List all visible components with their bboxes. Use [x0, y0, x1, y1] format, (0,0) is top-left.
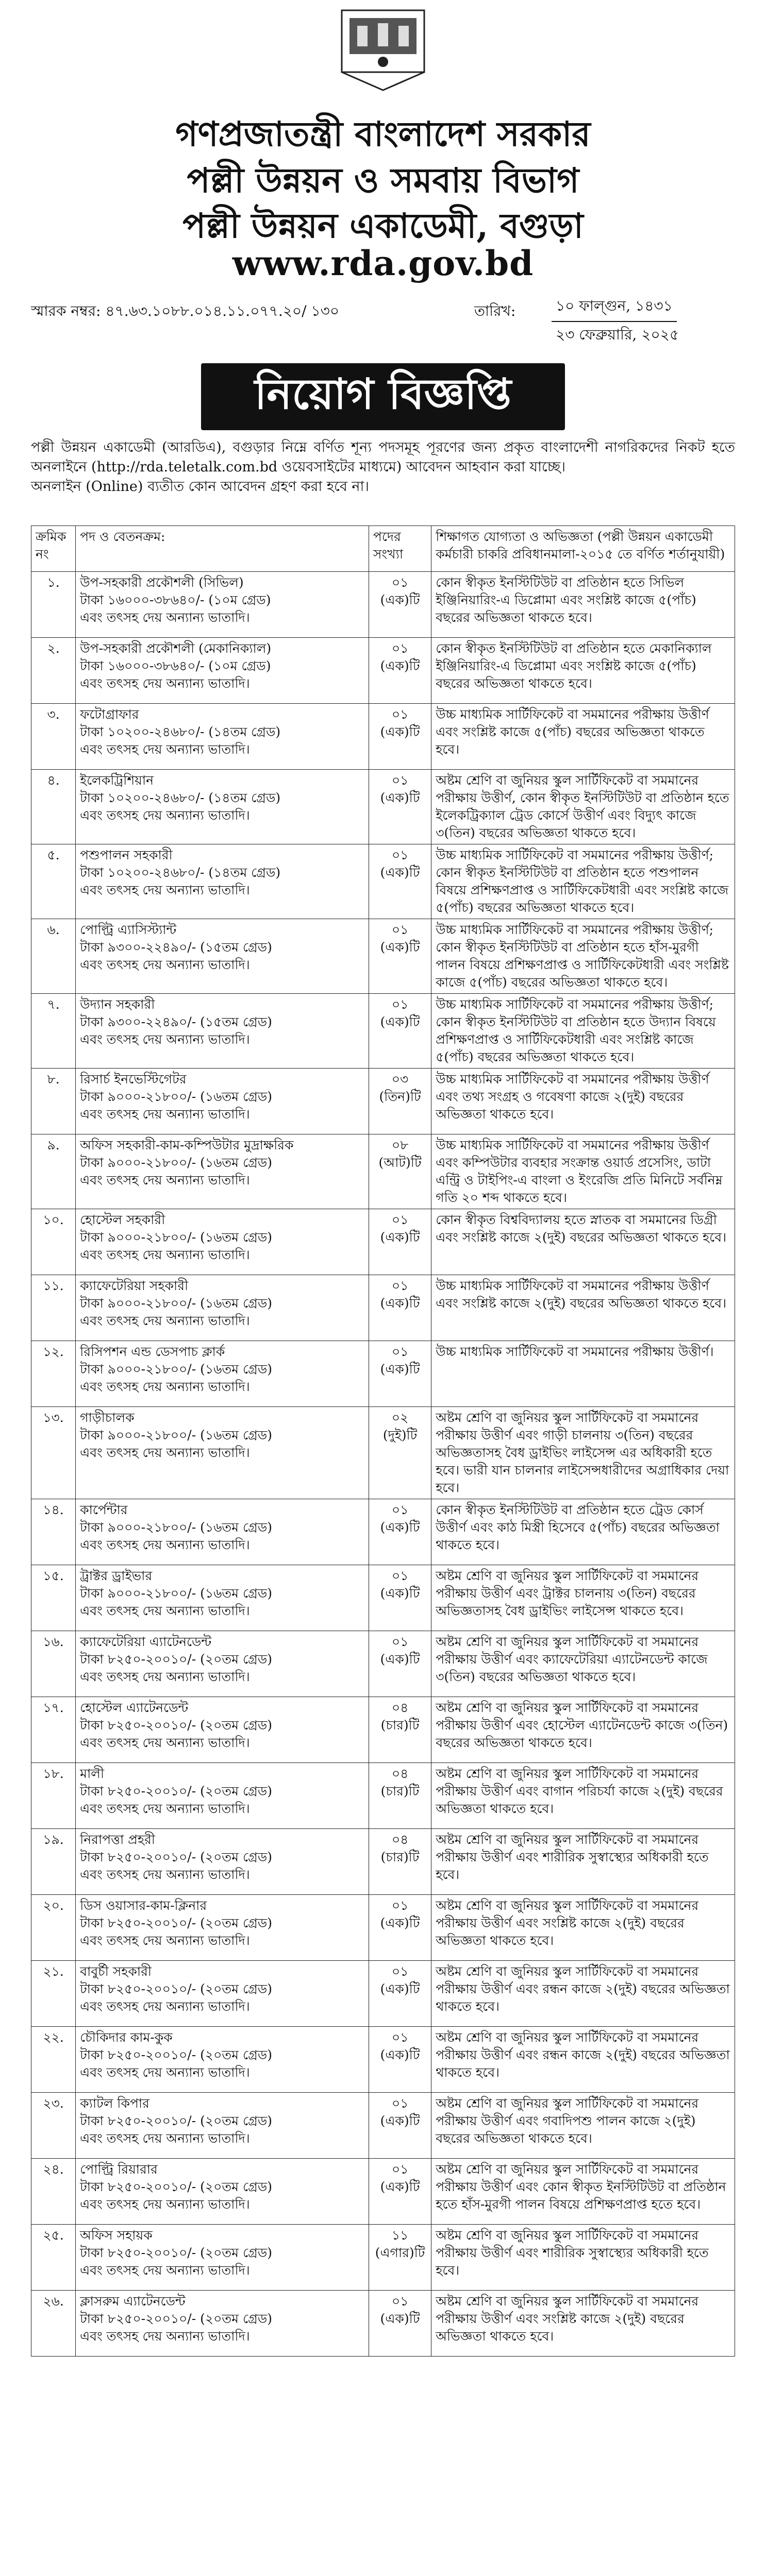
header-post: পদ ও বেতনক্রম:	[76, 526, 369, 572]
post-name: মালী	[80, 1766, 105, 1781]
allowance-note: এবং তৎসহ দেয় অন্যান্য ভাতাদি।	[80, 1735, 250, 1750]
pay-scale: টাকা ৮২৫০-২০০১০/- (২০তম গ্রেড)	[80, 2047, 273, 2062]
row-serial: ২৫.	[31, 2225, 76, 2291]
row-qualification: উচ্চ মাধ্যমিক সার্টিফিকেট বা সমমানের পরীক্ষায় উত্তীর্ণ এবং সংশ্লিষ্ট কাজে ২(দুই) বছরের অভিজ্ঞতা থাকতে হবে।	[431, 1275, 735, 1341]
row-serial: ২৬.	[31, 2291, 76, 2357]
row-post	[76, 2093, 369, 2159]
row-serial: ১৪.	[31, 1499, 76, 1565]
table-row	[31, 1407, 735, 1499]
pay-scale: টাকা ১৬০০০-৩৮৬৪০/- (১০ম গ্রেড)	[80, 592, 271, 607]
row-serial: ২.	[31, 638, 76, 704]
allowance-note: এবং তৎসহ দেয় অন্যান্য ভাতাদি।	[80, 610, 250, 625]
row-qualification: অষ্টম শ্রেণি বা জুনিয়র স্কুল সার্টিফিকেট বা সমমানের পরীক্ষায় উত্তীর্ণ, কোন স্বীকৃত ইনস্টিটিউট বা প্রতিষ্ঠান হতে ইলেকট্রিক্যাল ট্রেড কোর্সে উত্তীর্ণ এবং বিদ্যুৎ কাজে ৩(তিন) বছরের অভিজ্ঞতা থাকতে হবে।	[431, 770, 735, 844]
row-count: ০১ (এক)টি	[369, 638, 431, 704]
pay-scale: টাকা ৯০০০-২১৮০০/- (১৬তম গ্রেড)	[80, 1089, 272, 1104]
allowance-note: এবং তৎসহ দেয় অন্যান্য ভাতাদি।	[80, 883, 250, 897]
pay-scale: টাকা ৮২৫০-২০০১০/- (২০তম গ্রেড)	[80, 2113, 273, 2128]
post-name: বাবুর্চী সহকারী	[80, 1964, 152, 1979]
allowance-note: এবং তৎসহ দেয় অন্যান্য ভাতাদি।	[80, 2329, 250, 2344]
pay-scale: টাকা ৯০০০-২১৮০০/- (১৬তম গ্রেড)	[80, 1362, 272, 1377]
row-post	[76, 1829, 369, 1895]
row-qualification: অষ্টম শ্রেণি বা জুনিয়র স্কুল সার্টিফিকেট বা সমমানের পরীক্ষায় উত্তীর্ণ এবং গাড়ী চালনায় ৩(তিন) বছরের অভিজ্ঞতাসহ বৈধ ড্রাইভিং লাইসেন্স এর অধিকারী হতে হবে। ভারী যান চালনার লাইসেন্সধারীদের অগ্রাধিকার দেয়া হবে।	[431, 1407, 735, 1499]
row-serial: ১৭.	[31, 1697, 76, 1763]
row-count: ০১ (এক)টি	[369, 1341, 431, 1407]
header-qualification: শিক্ষাগত যোগ্যতা ও অভিজ্ঞতা (পল্লী উন্নয়ন একাডেমী কর্মচারী চাকরি প্রবিধানমালা-২০১৫ তে বর্ণিত শর্তানুযায়ী)	[431, 526, 735, 572]
row-serial: ৪.	[31, 770, 76, 844]
row-post	[76, 2159, 369, 2225]
row-serial: ৮.	[31, 1069, 76, 1134]
pay-scale: টাকা ১৬০০০-৩৮৬৪০/- (১০ম গ্রেড)	[80, 658, 271, 673]
row-post	[76, 1697, 369, 1763]
pay-scale: টাকা ৮২৫০-২০০১০/- (২০তম গ্রেড)	[80, 1652, 273, 1667]
row-serial: ২০.	[31, 1895, 76, 1961]
row-qualification: কোন স্বীকৃত ইনস্টিটিউট বা প্রতিষ্ঠান হতে সিভিল ইঞ্জিনিয়ারিং-এ ডিপ্লোমা এবং সংশ্লিষ্ট কাজে ৫(পাঁচ) বছরের অভিজ্ঞতা থাকতে হবে।	[431, 572, 735, 638]
post-name: নিরাপত্তা প্রহরী	[80, 1832, 155, 1847]
pay-scale: টাকা ৯০০০-২১৮০০/- (১৬তম গ্রেড)	[80, 1586, 272, 1601]
row-count: ০১ (এক)টি	[369, 770, 431, 844]
table-row	[31, 2225, 735, 2291]
row-post	[76, 1209, 369, 1275]
row-post	[76, 1961, 369, 2027]
row-serial: ২১.	[31, 1961, 76, 2027]
allowance-note: এবং তৎসহ দেয় অন্যান্য ভাতাদি।	[80, 1537, 250, 1552]
row-serial: ১৮.	[31, 1763, 76, 1829]
pay-scale: টাকা ৯০০০-২১৮০০/- (১৬তম গ্রেড)	[80, 1520, 272, 1535]
row-qualification: উচ্চ মাধ্যমিক সার্টিফিকেট বা সমমানের পরীক্ষায় উত্তীর্ণ; কোন স্বীকৃত ইনস্টিটিউট বা প্রতিষ্ঠান হতে হাঁস-মুরগী পালন বিষয়ে প্রশিক্ষণপ্রাপ্ত ও সার্টিফিকেটধারী এবং সংশ্লিষ্ট কাজে ৫(পাঁচ) বছরের অভিজ্ঞতা থাকতে হবে।	[431, 919, 735, 994]
row-qualification: অষ্টম শ্রেণি বা জুনিয়র স্কুল সার্টিফিকেট বা সমমানের পরীক্ষায় উত্তীর্ণ এবং হোস্টেল এ্যাটেনডেন্ট কাজে ৩(তিন) বছরের অভিজ্ঞতা থাকতে হবে।	[431, 1697, 735, 1763]
row-count: ০১ (এক)টি	[369, 1209, 431, 1275]
row-count: ০১ (এক)টি	[369, 919, 431, 994]
table-row	[31, 2093, 735, 2159]
row-post	[76, 994, 369, 1069]
table-row	[31, 770, 735, 844]
pay-scale: টাকা ৯০০০-২১৮০০/- (১৬তম গ্রেড)	[80, 1428, 272, 1443]
row-serial: ১৬.	[31, 1631, 76, 1697]
row-count: ০১ (এক)টি	[369, 2291, 431, 2357]
row-serial: ৭.	[31, 994, 76, 1069]
table-row	[31, 1275, 735, 1341]
row-post	[76, 2225, 369, 2291]
row-post	[76, 1631, 369, 1697]
header-count: পদের সংখ্যা	[369, 526, 431, 572]
table-row	[31, 1697, 735, 1763]
row-serial: ২৪.	[31, 2159, 76, 2225]
allowance-note: এবং তৎসহ দেয় অন্যান্য ভাতাদি।	[80, 2263, 250, 2278]
row-count: ০৮ (আট)টি	[369, 1134, 431, 1209]
row-post	[76, 1407, 369, 1499]
post-name: ক্লাসরুম এ্যাটেনডেন্ট	[80, 2294, 186, 2309]
pay-scale: টাকা ১০২০০-২৪৬৮০/- (১৪তম গ্রেড)	[80, 724, 281, 739]
pay-scale: টাকা ৮২৫০-২০০১০/- (২০তম গ্রেড)	[80, 2245, 273, 2260]
row-qualification: উচ্চ মাধ্যমিক সার্টিফিকেট বা সমমানের পরীক্ষায় উত্তীর্ণ।	[431, 1341, 735, 1407]
allowance-note: এবং তৎসহ দেয় অন্যান্য ভাতাদি।	[80, 957, 250, 972]
row-serial: ৫.	[31, 844, 76, 919]
row-count: ০১ (এক)টি	[369, 1565, 431, 1631]
table-row	[31, 1631, 735, 1697]
post-name: ক্যাফেটেরিয়া এ্যাটেনডেন্ট	[80, 1634, 212, 1649]
pay-scale: টাকা ৮২৫০-২০০১০/- (২০তম গ্রেড)	[80, 1850, 273, 1865]
table-row	[31, 2159, 735, 2225]
notice-banner: নিয়োগ বিজ্ঞপ্তি	[201, 363, 565, 430]
vacancy-rows	[31, 572, 735, 2357]
pay-scale: টাকা ১০২০০-২৪৬৮০/- (১৪তম গ্রেড)	[80, 790, 281, 805]
table-row	[31, 2027, 735, 2093]
post-name: ক্যাফেটেরিয়া সহকারী	[80, 1278, 189, 1293]
post-name: পোল্ট্রি রিয়ারার	[80, 2162, 158, 2177]
post-name: রিসার্চ ইনভেস্টিগেটর	[80, 1072, 187, 1087]
row-post	[76, 1895, 369, 1961]
row-count: ০১ (এক)টি	[369, 1275, 431, 1341]
website-url[interactable]: www.rda.gov.bd	[232, 243, 534, 283]
row-count: ১১ (এগার)টি	[369, 2225, 431, 2291]
row-serial: ২২.	[31, 2027, 76, 2093]
row-count: ০১ (এক)টি	[369, 2159, 431, 2225]
row-serial: ১৩.	[31, 1407, 76, 1499]
table-row	[31, 1134, 735, 1209]
row-qualification: উচ্চ মাধ্যমিক সার্টিফিকেট বা সমমানের পরীক্ষায় উত্তীর্ণ এবং সংশ্লিষ্ট কাজে ৫(পাঁচ) বছরের অভিজ্ঞতা থাকতে হবে।	[431, 704, 735, 770]
row-count: ০১ (এক)টি	[369, 572, 431, 638]
ministry-title: পল্লী উন্নয়ন ও সমবায় বিভাগ	[187, 160, 579, 200]
row-count: ০১ (এক)টি	[369, 1961, 431, 2027]
table-row	[31, 1499, 735, 1565]
row-count: ০১ (এক)টি	[369, 994, 431, 1069]
table-row	[31, 572, 735, 638]
header-serial: ক্রমিক নং	[31, 526, 76, 572]
pay-scale: টাকা ৮২৫০-২০০১০/- (২০তম গ্রেড)	[80, 1981, 273, 1996]
row-post	[76, 770, 369, 844]
post-name: উদ্যান সহকারী	[80, 997, 155, 1012]
row-count: ০২ (দুই)টি	[369, 1407, 431, 1499]
pay-scale: টাকা ৮২৫০-২০০১০/- (২০তম গ্রেড)	[80, 2311, 273, 2326]
post-name: ডিস ওয়াসার-কাম-ক্লিনার	[80, 1898, 207, 1913]
table-header-row	[31, 526, 735, 572]
memo-row	[31, 289, 735, 361]
academy-logo-icon	[331, 5, 435, 98]
row-qualification: অষ্টম শ্রেণি বা জুনিয়র স্কুল সার্টিফিকেট বা সমমানের পরীক্ষায় উত্তীর্ণ এবং সংশ্লিষ্ট কাজে ২(দুই) বছরের অভিজ্ঞতা থাকতে হবে।	[431, 1895, 735, 1961]
pay-scale: টাকা ৯০০০-২১৮০০/- (১৬তম গ্রেড)	[80, 1230, 272, 1245]
row-post	[76, 844, 369, 919]
row-post	[76, 704, 369, 770]
row-qualification: উচ্চ মাধ্যমিক সার্টিফিকেট বা সমমানের পরীক্ষায় উত্তীর্ণ এবং তথ্য সংগ্রহ ও গবেষণা কাজে ২(দুই) বছরের অভিজ্ঞতা থাকতে হবে।	[431, 1069, 735, 1134]
table-row	[31, 1763, 735, 1829]
allowance-note: এবং তৎসহ দেয় অন্যান্য ভাতাদি।	[80, 2065, 250, 2080]
allowance-note: এবং তৎসহ দেয় অন্যান্য ভাতাদি।	[80, 1107, 250, 1122]
row-post	[76, 1763, 369, 1829]
table-row	[31, 1069, 735, 1134]
row-serial: ৬.	[31, 919, 76, 994]
table-row	[31, 919, 735, 994]
row-count: ০৪ (চার)টি	[369, 1697, 431, 1763]
date-bangla: ১০ ফাল্গুন, ১৪৩১	[552, 295, 677, 322]
row-count: ০১ (এক)টি	[369, 1631, 431, 1697]
post-name: উপ-সহকারী প্রকৌশলী (সিভিল)	[80, 575, 244, 590]
row-qualification: কোন স্বীকৃত ইনস্টিটিউট বা প্রতিষ্ঠান হতে ট্রেড কোর্স উত্তীর্ণ এবং কাঠ মিস্ত্রী হিসেবে ৫(পাঁচ) বছরের অভিজ্ঞতা থাকতে হবে।	[431, 1499, 735, 1565]
pay-scale: টাকা ৮২৫০-২০০১০/- (২০তম গ্রেড)	[80, 2179, 273, 2194]
row-serial: ৩.	[31, 704, 76, 770]
row-qualification: উচ্চ মাধ্যমিক সার্টিফিকেট বা সমমানের পরীক্ষায় উত্তীর্ণ এবং কম্পিউটার ব্যবহার সংক্রান্ত ওয়ার্ড প্রসেসিং, ডাটা এন্ট্রি ও টাইপিং-এ বাংলা ও ইংরেজি প্রতি মিনিটে সর্বনিম্ন গতি ২০ শব্দ থাকতে হবে।	[431, 1134, 735, 1209]
allowance-note: এবং তৎসহ দেয় অন্যান্য ভাতাদি।	[80, 1247, 250, 1262]
table-row	[31, 1209, 735, 1275]
row-post	[76, 1499, 369, 1565]
row-qualification: অষ্টম শ্রেণি বা জুনিয়র স্কুল সার্টিফিকেট বা সমমানের পরীক্ষায় উত্তীর্ণ এবং ট্রাক্টর চালনায় ৩(তিন) বছরের অভিজ্ঞতাসহ বৈধ ড্রাইভিং লাইসেন্স থাকতে হবে।	[431, 1565, 735, 1631]
memo-number: স্মারক নম্বর: ৪৭.৬৩.১০৮৮.০১৪.১১.০৭৭.২০/ ১৩০	[31, 302, 340, 319]
intro-text	[31, 438, 735, 497]
government-title: গণপ্রজাতন্ত্রী বাংলাদেশ সরকার	[175, 114, 591, 154]
allowance-note: এবং তৎসহ দেয় অন্যান্য ভাতাদি।	[80, 1801, 250, 1816]
allowance-note: এবং তৎসহ দেয় অন্যান্য ভাতাদি।	[80, 1313, 250, 1328]
allowance-note: এবং তৎসহ দেয় অন্যান্য ভাতাদি।	[80, 1933, 250, 1948]
pay-scale: টাকা ৯৩০০-২২৪৯০/- (১৫তম গ্রেড)	[80, 1014, 272, 1029]
row-serial: ১.	[31, 572, 76, 638]
post-name: অফিস সহায়ক	[80, 2228, 153, 2243]
allowance-note: এবং তৎসহ দেয় অন্যান্য ভাতাদি।	[80, 2197, 250, 2212]
post-name: অফিস সহকারী-কাম-কম্পিউটার মুদ্রাক্ষরিক	[80, 1138, 294, 1153]
intro-paragraph: পল্লী উন্নয়ন একাডেমী (আরডিএ), বগুড়ার নিম্নে বর্ণিত শূন্য পদসমূহ পূরণের জন্য প্রকৃত বাংলাদেশী নাগরিকদের নিকট হতে অনলাইনে (http://rda.teletalk.com.bd ওয়েবসাইটের মাধ্যমে) আবেদন আহবান করা যাচ্ছে।	[31, 439, 735, 475]
row-post	[76, 2027, 369, 2093]
row-count: ০১ (এক)টি	[369, 1895, 431, 1961]
row-serial: ১৯.	[31, 1829, 76, 1895]
intro-note: অনলাইন (Online) ব্যতীত কোন আবেদন গ্রহণ করা হবে না।	[31, 479, 370, 495]
row-serial: ১২.	[31, 1341, 76, 1407]
pay-scale: টাকা ৮২৫০-২০০১০/- (২০তম গ্রেড)	[80, 1784, 273, 1799]
table-row	[31, 638, 735, 704]
date-gregorian: ২৩ ফেব্রুয়ারি, ২০২৫	[556, 326, 679, 343]
row-count: ০১ (এক)টি	[369, 1499, 431, 1565]
row-post	[76, 1134, 369, 1209]
row-post	[76, 1069, 369, 1134]
row-qualification: কোন স্বীকৃত ইনস্টিটিউট বা প্রতিষ্ঠান হতে মেকানিক্যাল ইঞ্জিনিয়ারিং-এ ডিপ্লোমা এবং সংশ্লিষ্ট কাজে ৫(পাঁচ) বছরের অভিজ্ঞতা থাকতে হবে।	[431, 638, 735, 704]
allowance-note: এবং তৎসহ দেয় অন্যান্য ভাতাদি।	[80, 808, 250, 823]
post-name: উপ-সহকারী প্রকৌশলী (মেকানিক্যাল)	[80, 641, 272, 656]
table-row	[31, 2291, 735, 2357]
pay-scale: টাকা ৯৩০০-২২৪৯০/- (১৫তম গ্রেড)	[80, 940, 272, 955]
academy-title: পল্লী উন্নয়ন একাডেমী, বগুড়া	[182, 206, 584, 246]
table-row	[31, 1829, 735, 1895]
table-row	[31, 704, 735, 770]
row-post	[76, 1275, 369, 1341]
allowance-note: এবং তৎসহ দেয় অন্যান্য ভাতাদি।	[80, 1999, 250, 2014]
allowance-note: এবং তৎসহ দেয় অন্যান্য ভাতাদি।	[80, 1173, 250, 1188]
row-count: ০১ (এক)টি	[369, 844, 431, 919]
row-post	[76, 572, 369, 638]
row-serial: ১০.	[31, 1209, 76, 1275]
row-qualification: অষ্টম শ্রেণি বা জুনিয়র স্কুল সার্টিফিকেট বা সমমানের পরীক্ষায় উত্তীর্ণ এবং শারীরিক সুস্বাস্থ্যের অধিকারী হতে হবে।	[431, 1829, 735, 1895]
post-name: রিসিপশন এন্ড ডেসপাচ ক্লার্ক	[80, 1344, 225, 1359]
row-count: ০১ (এক)টি	[369, 704, 431, 770]
table-row	[31, 1961, 735, 2027]
pay-scale: টাকা ১০২০০-২৪৬৮০/- (১৪তম গ্রেড)	[80, 865, 281, 880]
row-qualification: অষ্টম শ্রেণি বা জুনিয়র স্কুল সার্টিফিকেট বা সমমানের পরীক্ষায় উত্তীর্ণ এবং সংশ্লিষ্ট কাজে ২(দুই) বছরের অভিজ্ঞতা থাকতে হবে।	[431, 2291, 735, 2357]
row-qualification: অষ্টম শ্রেণি বা জুনিয়র স্কুল সার্টিফিকেট বা সমমানের পরীক্ষায় উত্তীর্ণ এবং বাগান পরিচর্যা কাজে ২(দুই) বছরের অভিজ্ঞতা থাকতে হবে।	[431, 1763, 735, 1829]
pay-scale: টাকা ৯০০০-২১৮০০/- (১৬তম গ্রেড)	[80, 1155, 272, 1170]
row-post	[76, 638, 369, 704]
row-post	[76, 1341, 369, 1407]
post-name: পশুপালন সহকারী	[80, 848, 173, 862]
table-row	[31, 844, 735, 919]
row-serial: ১৫.	[31, 1565, 76, 1631]
row-qualification: উচ্চ মাধ্যমিক সার্টিফিকেট বা সমমানের পরীক্ষায় উত্তীর্ণ; কোন স্বীকৃত ইনস্টিটিউট বা প্রতিষ্ঠান হতে উদ্যান বিষয়ে প্রশিক্ষণপ্রাপ্ত ও সার্টিফিকেটধারী এবং সংশ্লিষ্ট কাজে ৫(পাঁচ) বছরের অভিজ্ঞতা থাকতে হবে।	[431, 994, 735, 1069]
row-count: ০১ (এক)টি	[369, 2027, 431, 2093]
allowance-note: এবং তৎসহ দেয় অন্যান্য ভাতাদি।	[80, 2131, 250, 2146]
row-qualification: কোন স্বীকৃত বিশ্ববিদ্যালয় হতে স্নাতক বা সমমানের ডিগ্রী এবং সংশ্লিষ্ট কাজে ২(দুই) বছরের অভিজ্ঞতা থাকতে হবে।	[431, 1209, 735, 1275]
date-label: তারিখ:	[474, 302, 516, 319]
post-name: ফটোগ্রাফার	[80, 707, 139, 722]
post-name: হোস্টেল সহকারী	[80, 1212, 165, 1227]
post-name: পোল্ট্রি এ্যাসিস্ট্যান্ট	[80, 922, 177, 937]
allowance-note: এবং তৎসহ দেয় অন্যান্য ভাতাদি।	[80, 676, 250, 691]
post-name: গাড়ীচালক	[80, 1410, 135, 1425]
post-name: ইলেকট্রিশিয়ান	[80, 773, 154, 788]
allowance-note: এবং তৎসহ দেয় অন্যান্য ভাতাদি।	[80, 742, 250, 757]
post-name: কার্পেন্টার	[80, 1502, 128, 1517]
allowance-note: এবং তৎসহ দেয় অন্যান্য ভাতাদি।	[80, 1032, 250, 1047]
row-serial: ২৩.	[31, 2093, 76, 2159]
row-qualification: অষ্টম শ্রেণি বা জুনিয়র স্কুল সার্টিফিকেট বা সমমানের পরীক্ষায় উত্তীর্ণ এবং রন্ধন কাজে ২(দুই) বছরের অভিজ্ঞতা থাকতে হবে।	[431, 2027, 735, 2093]
row-serial: ১১.	[31, 1275, 76, 1341]
pay-scale: টাকা ৯০০০-২১৮০০/- (১৬তম গ্রেড)	[80, 1296, 272, 1311]
row-count: ০৪ (চার)টি	[369, 1829, 431, 1895]
row-post	[76, 919, 369, 994]
vacancy-table	[31, 526, 735, 2357]
post-name: হোস্টেল এ্যাটেনডেন্ট	[80, 1700, 189, 1715]
row-serial: ৯.	[31, 1134, 76, 1209]
post-name: ট্রাক্টর ড্রাইভার	[80, 1568, 153, 1583]
table-row	[31, 1895, 735, 1961]
header	[31, 5, 735, 283]
row-count: ০১ (এক)টি	[369, 2093, 431, 2159]
row-qualification: অষ্টম শ্রেণি বা জুনিয়র স্কুল সার্টিফিকেট বা সমমানের পরীক্ষায় উত্তীর্ণ এবং শারীরিক সুস্বাস্থ্যের অধিকারী হতে হবে।	[431, 2225, 735, 2291]
allowance-note: এবং তৎসহ দেয় অন্যান্য ভাতাদি।	[80, 1669, 250, 1684]
row-qualification: উচ্চ মাধ্যমিক সার্টিফিকেট বা সমমানের পরীক্ষায় উত্তীর্ণ; কোন স্বীকৃত ইনস্টিটিউট বা প্রতিষ্ঠান হতে পশুপালন বিষয়ে প্রশিক্ষণপ্রাপ্ত ও সার্টিফিকেটধারী এবং সংশ্লিষ্ট কাজে ৫(পাঁচ) বছরের অভিজ্ঞতা থাকতে হবে।	[431, 844, 735, 919]
table-row	[31, 1565, 735, 1631]
allowance-note: এবং তৎসহ দেয় অন্যান্য ভাতাদি।	[80, 1379, 250, 1394]
row-qualification: অষ্টম শ্রেণি বা জুনিয়র স্কুল সার্টিফিকেট বা সমমানের পরীক্ষায় উত্তীর্ণ এবং কোন স্বীকৃত ইনস্টিটিউট বা প্রতিষ্ঠান হতে হাঁস-মুরগী পালন বিষয়ে প্রশিক্ষণপ্রাপ্ত হতে হবে।	[431, 2159, 735, 2225]
row-count: ০৪ (চার)টি	[369, 1763, 431, 1829]
row-qualification: অষ্টম শ্রেণি বা জুনিয়র স্কুল সার্টিফিকেট বা সমমানের পরীক্ষায় উত্তীর্ণ এবং ক্যাফেটেরিয়া এ্যাটেনডেন্ট কাজে ৩(তিন) বছরের অভিজ্ঞতা থাকতে হবে।	[431, 1631, 735, 1697]
table-row	[31, 994, 735, 1069]
row-qualification: অষ্টম শ্রেণি বা জুনিয়র স্কুল সার্টিফিকেট বা সমমানের পরীক্ষায় উত্তীর্ণ এবং গবাদিপশু পালন কাজে ২(দুই) বছরের অভিজ্ঞতা থাকতে হবে।	[431, 2093, 735, 2159]
allowance-note: এবং তৎসহ দেয় অন্যান্য ভাতাদি।	[80, 1445, 250, 1460]
row-qualification: অষ্টম শ্রেণি বা জুনিয়র স্কুল সার্টিফিকেট বা সমমানের পরীক্ষায় উত্তীর্ণ এবং রন্ধন কাজে ২(দুই) বছরের অভিজ্ঞতা থাকতে হবে।	[431, 1961, 735, 2027]
row-count: ০৩ (তিন)টি	[369, 1069, 431, 1134]
allowance-note: এবং তৎসহ দেয় অন্যান্য ভাতাদি।	[80, 1867, 250, 1882]
row-post	[76, 1565, 369, 1631]
table-row	[31, 1341, 735, 1407]
row-post	[76, 2291, 369, 2357]
post-name: চৌকিদার কাম-কুক	[80, 2030, 173, 2045]
allowance-note: এবং তৎসহ দেয় অন্যান্য ভাতাদি।	[80, 1603, 250, 1618]
pay-scale: টাকা ৮২৫০-২০০১০/- (২০তম গ্রেড)	[80, 1916, 273, 1930]
pay-scale: টাকা ৮২৫০-২০০১০/- (২০তম গ্রেড)	[80, 1718, 273, 1733]
post-name: ক্যাটল কিপার	[80, 2096, 149, 2111]
